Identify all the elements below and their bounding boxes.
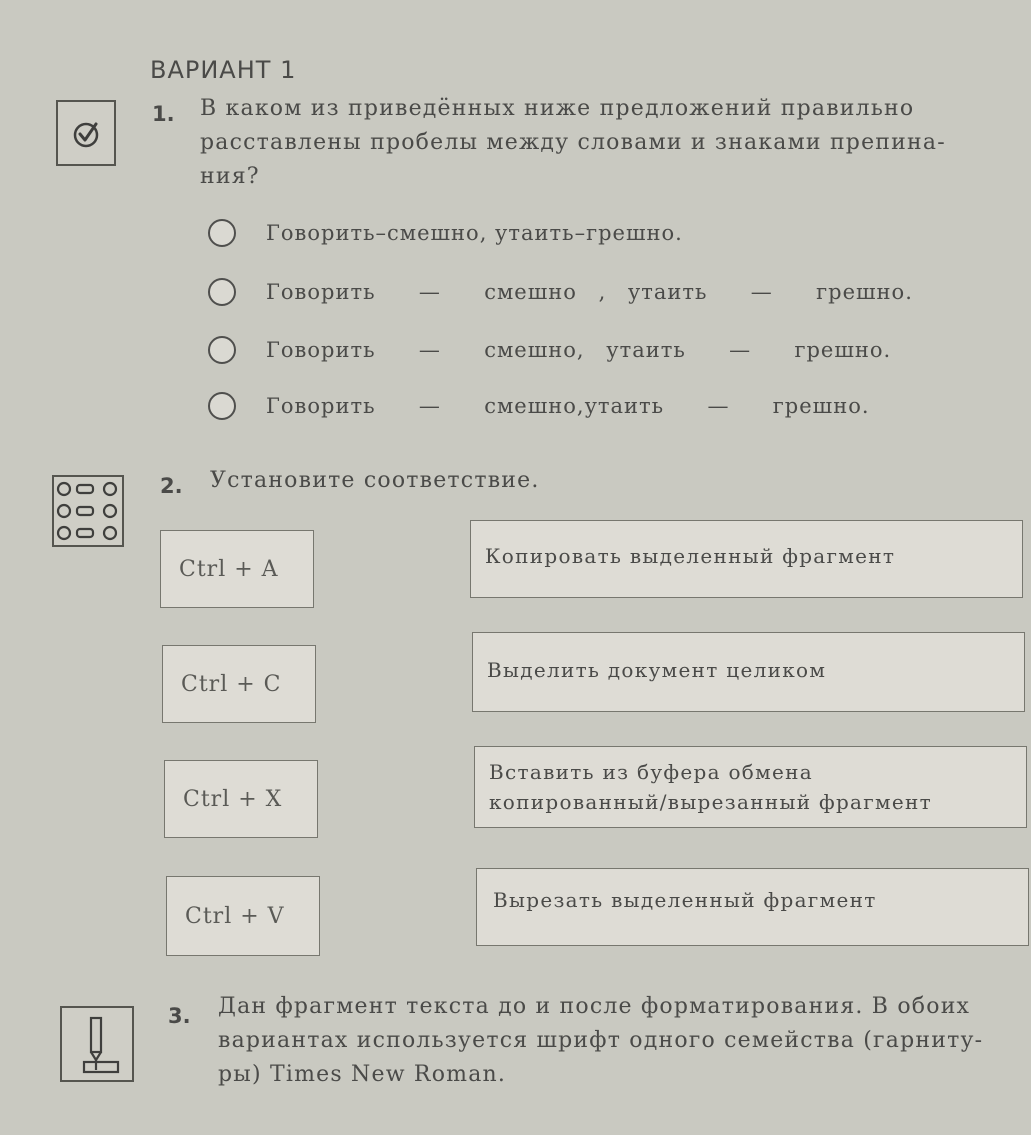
action-description-line: Вставить из буфера обмена (489, 760, 813, 784)
answer-option[interactable] (208, 219, 683, 247)
action-description-line: Копировать выделенный фрагмент (485, 544, 896, 568)
action-description-box[interactable] (474, 746, 1027, 828)
action-description-line: Вырезать выделенный фрагмент (493, 888, 877, 912)
shortcut-key-label: Ctrl + A (179, 556, 279, 582)
shortcut-key-box[interactable] (162, 645, 316, 723)
answer-option[interactable] (208, 336, 891, 364)
answer-option-label: Говорить–смешно, утаить–грешно. (266, 221, 683, 245)
question-2-title: Установите соответствие. (210, 468, 540, 493)
answer-option[interactable] (208, 392, 870, 420)
answer-option[interactable] (208, 278, 913, 306)
matching-task-icon (52, 475, 124, 547)
question-1-text (200, 92, 1030, 194)
action-description-box[interactable] (470, 520, 1023, 598)
question-1-number: 1. (152, 102, 175, 126)
question-3-text (218, 990, 1031, 1092)
text-cursor-task-icon (60, 1006, 134, 1082)
answer-option-label: Говорить — смешно,утаить — грешно. (266, 394, 870, 418)
question-1-line: ния? (200, 164, 260, 189)
question-3-line: вариантах используется шрифт одного семейства (гарниту- (218, 1028, 984, 1053)
radio-button[interactable] (208, 278, 236, 306)
shortcut-key-box[interactable] (166, 876, 320, 956)
answer-option-label: Говорить — смешно , утаить — грешно. (266, 280, 913, 304)
radio-button[interactable] (208, 336, 236, 364)
action-description-box[interactable] (472, 632, 1025, 712)
radio-button[interactable] (208, 219, 236, 247)
shortcut-key-box[interactable] (164, 760, 318, 838)
shortcut-key-box[interactable] (160, 530, 314, 608)
shortcut-key-label: Ctrl + C (181, 671, 282, 697)
action-description-box[interactable] (476, 868, 1029, 946)
question-3-line: Дан фрагмент текста до и после форматирования. В обоих (218, 994, 971, 1019)
question-3-line: ры) Times New Roman. (218, 1062, 507, 1087)
answer-option-label: Говорить — смешно, утаить — грешно. (266, 338, 892, 362)
question-2-number: 2. (160, 474, 183, 498)
question-3-number: 3. (168, 1004, 191, 1028)
shortcut-key-label: Ctrl + X (183, 786, 283, 812)
action-description-line: копированный/вырезанный фрагмент (489, 790, 933, 814)
variant-heading: ВАРИАНТ 1 (150, 56, 297, 84)
radio-button[interactable] (208, 392, 236, 420)
action-description-line: Выделить документ целиком (487, 658, 827, 682)
checkmark-task-icon (56, 100, 116, 166)
question-1-line: расставлены пробелы между словами и знаками препина- (200, 130, 946, 155)
shortcut-key-label: Ctrl + V (185, 903, 285, 929)
question-1-line: В каком из приведённых ниже предложений правильно (200, 96, 915, 121)
